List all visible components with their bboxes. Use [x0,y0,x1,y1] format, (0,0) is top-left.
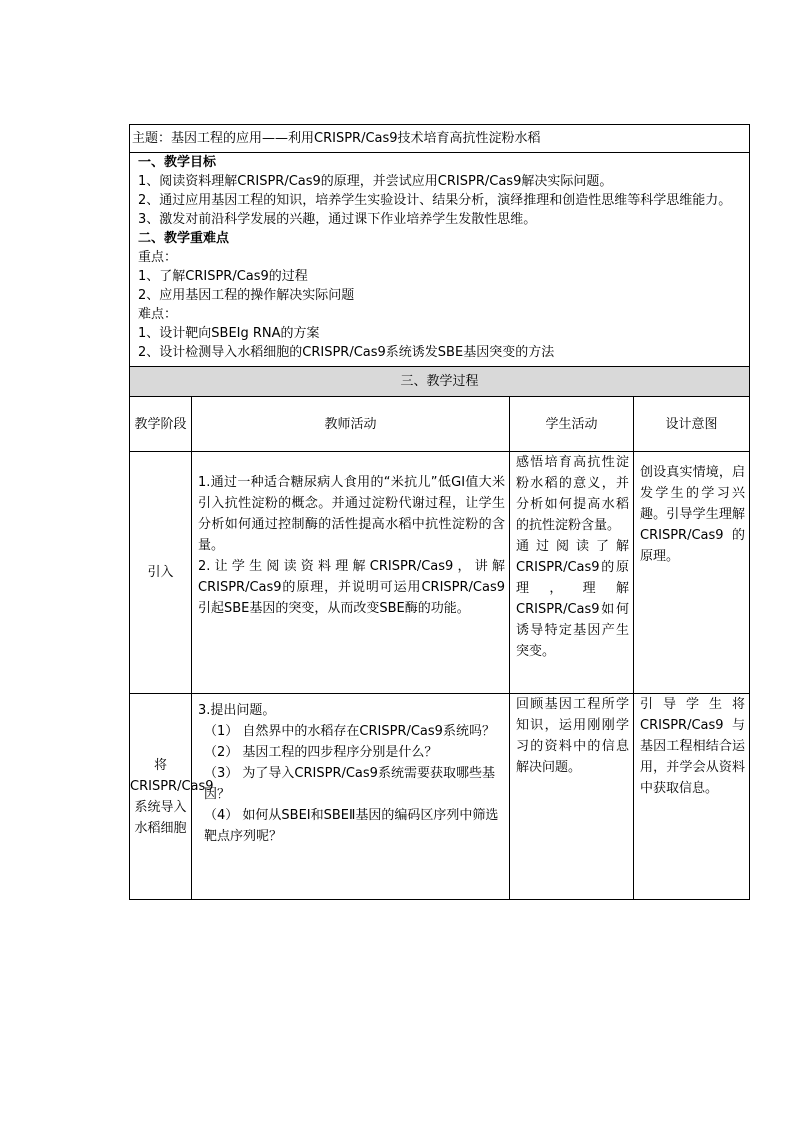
column-header-teacher: 教师活动 [192,397,510,452]
column-header-row [130,397,750,452]
design-intent-cell: 引导学生将CRISPR/Cas9与基因工程相结合运用，并学会从资料中获取信息。 [634,694,750,900]
teacher-activity-cell [192,452,510,694]
goals-row [130,153,750,367]
student-activity-paragraph: 通过阅读了解CRISPR/Cas9的原理，理解CRISPR/Cas9如何诱导特定基因产生突变。 [516,539,629,659]
key-label: 重点： [138,250,178,265]
table-row [130,452,750,694]
student-activity-cell [510,452,634,694]
topic-title: 主题：基因工程的应用——利用CRISPR/Cas9技术培育高抗性淀粉水稻 [132,130,541,146]
difficult-item: 1、设计靶向SBEⅠg RNA的方案 [138,326,320,341]
column-header-intent: 设计意图 [634,397,750,452]
question-item: （4） 如何从SBEⅠ和SBEⅡ基因的编码区序列中筛选靶点序列呢？ [204,808,499,844]
stage-cell: 引入 [130,452,192,694]
column-header-stage: 教学阶段 [130,397,192,452]
student-activity-cell [510,694,634,900]
process-heading-row [130,367,750,397]
objective-item: 2、通过应用基因工程的知识，培养学生实验设计、结果分析，演绎推理和创造性思维等科学思维能力。 [138,193,732,208]
teacher-activity-paragraph: 2.让学生阅读资料理解CRISPR/Cas9，讲解CRISPR/Cas9的原理，并说明可运用CRISPR/Cas9引起SBE基因的突变，从而改变SBE酶的功能。 [198,559,505,616]
design-intent-cell: 创设真实情境，启发学生的学习兴趣。引导学生理解CRISPR/Cas9的原理。 [634,452,750,694]
difficult-label: 难点： [138,307,178,322]
question-item: （2） 基因工程的四步程序分别是什么？ [204,745,438,760]
question-item: （3） 为了导入CRISPR/Cas9系统需要获取哪些基因？ [204,766,495,802]
process-heading: 三、教学过程 [130,367,750,397]
teacher-activity-paragraph: 1.通过一种适合糖尿病人食用的“米抗儿”低GI值大米引入抗性淀粉的概念。并通过淀粉代谢过程，让学生分析如何通过控制酶的活性提高水稻中抗性淀粉的含量。 [198,475,505,553]
teacher-activity-paragraph: 3.提出问题。 [198,703,276,718]
topic-row [130,125,750,153]
column-header-student: 学生活动 [510,397,634,452]
key-points-heading: 二、教学重难点 [138,231,230,246]
teacher-activity-cell [192,694,510,900]
difficult-item: 2、设计检测导入水稻细胞的CRISPR/Cas9系统诱发SBE基因突变的方法 [138,345,555,360]
objective-item: 1、阅读资料理解CRISPR/Cas9的原理，并尝试应用CRISPR/Cas9解决实际问题。 [138,174,613,189]
objective-item: 3、激发对前沿科学发展的兴趣，通过课下作业培养学生发散性思维。 [138,212,537,227]
stage-cell: 将CRISPR/Cas9系统导入水稻细胞 [130,694,192,900]
key-item: 2、应用基因工程的操作解决实际问题 [138,288,355,303]
question-item: （1） 自然界中的水稻存在CRISPR/Cas9系统吗？ [204,724,495,739]
key-item: 1、了解CRISPR/Cas9的过程 [138,269,308,284]
lesson-plan-sheet [129,124,749,900]
lesson-plan-table [129,124,750,900]
table-row [130,694,750,900]
student-activity-paragraph: 回顾基因工程所学知识，运用刚刚学习的资料中的信息解决问题。 [516,697,629,775]
student-activity-paragraph: 感悟培育高抗性淀粉水稻的意义，并分析如何提高水稻的抗性淀粉含量。 [516,455,629,533]
objectives-heading: 一、教学目标 [138,155,217,170]
